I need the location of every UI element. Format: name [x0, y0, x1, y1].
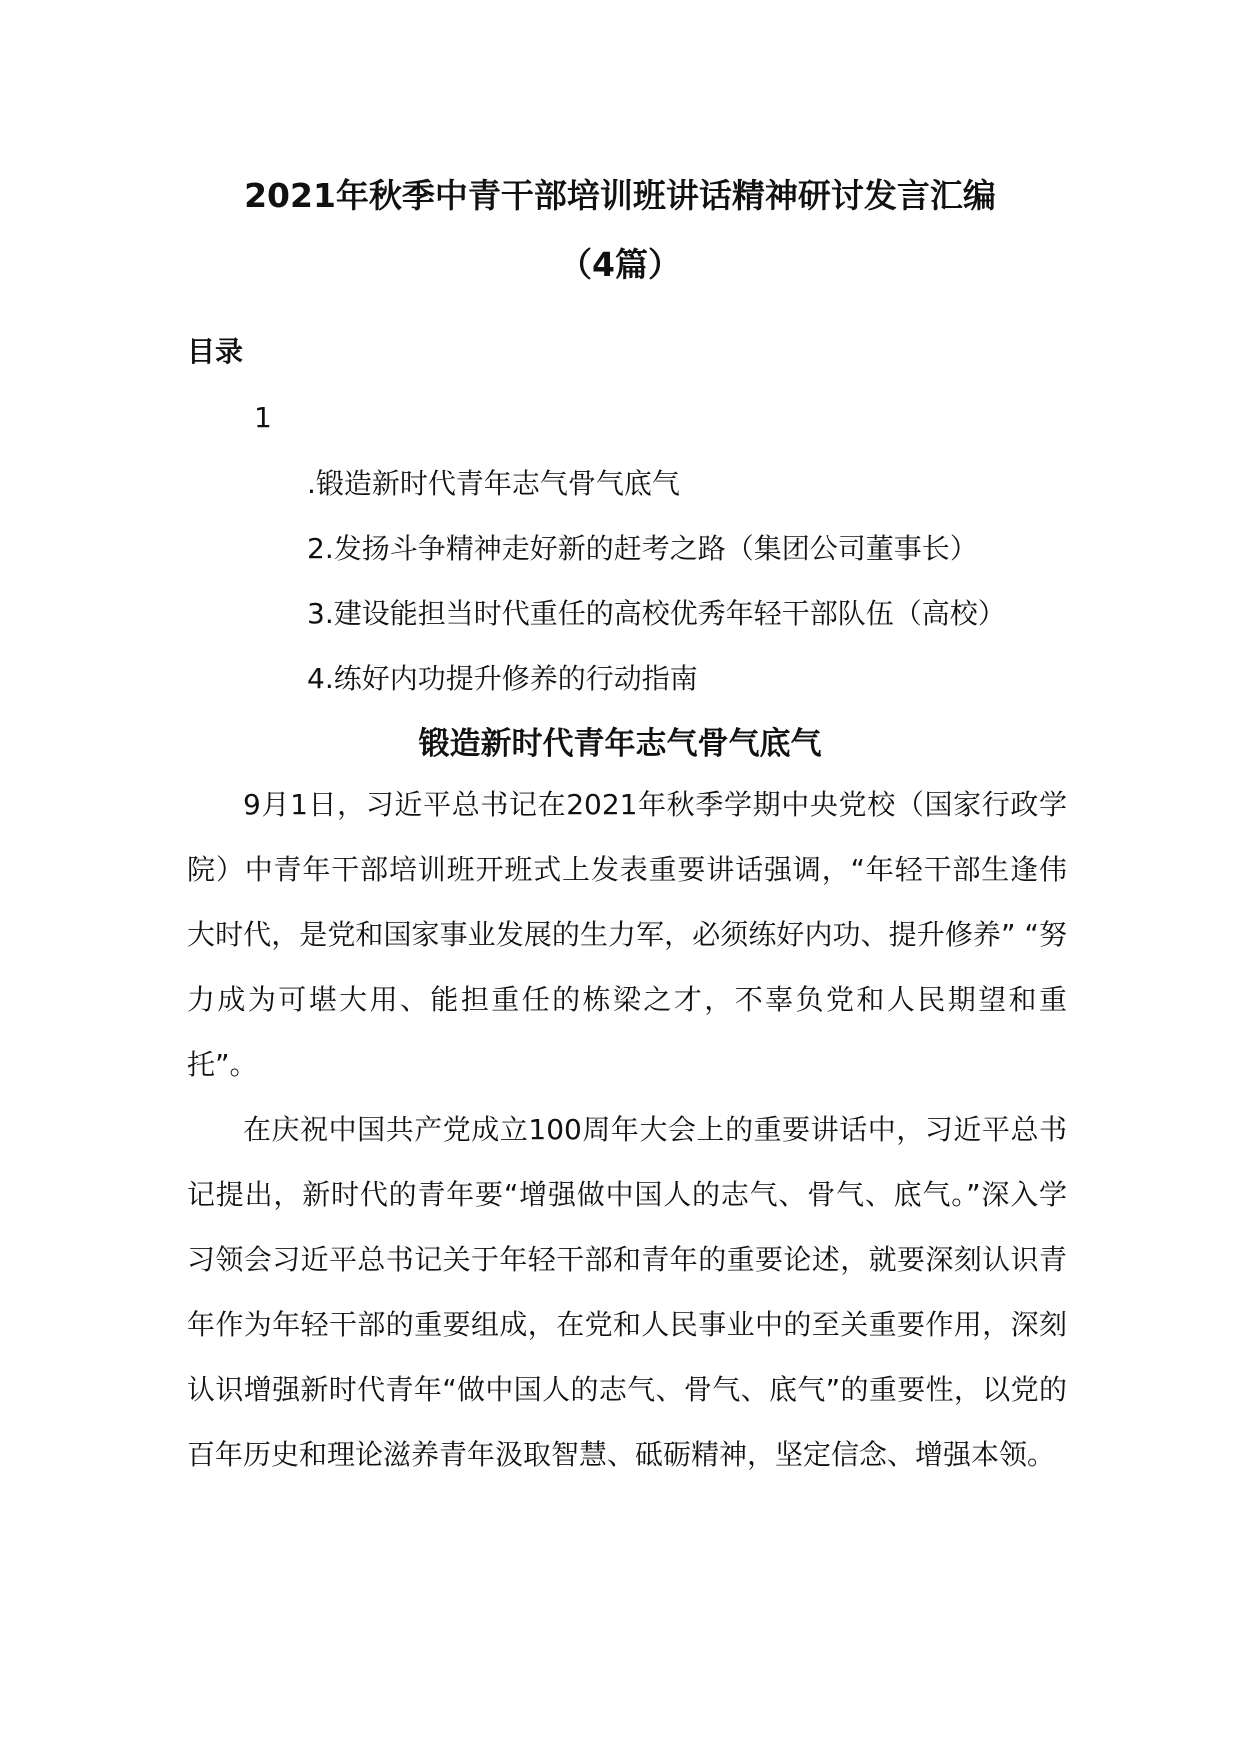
toc-heading: 目录 [187, 335, 244, 368]
body-paragraph-1: 9月1日，习近平总书记在2021年秋季学期中央党校（国家行政学院）中青年干部培训班开班式上发表重要讲话强调，“年轻干部生逢伟大时代，是党和国家事业发展的生力军，必须练好内功、提升修养” “努力成为可堪大用、能担重任的栋梁之才，不辜负党和人民期望和重托”。 [187, 788, 1067, 1081]
section-title: 锻造新时代青年志气骨气底气 [418, 726, 822, 762]
toc-item-4: 4.练好内功提升修养的行动指南 [307, 662, 698, 695]
document-title: 2021年秋季中青干部培训班讲话精神研讨发言汇编 [244, 176, 996, 215]
document-title-subtitle: （4篇） [559, 245, 681, 284]
toc-number: 1 [254, 401, 272, 434]
body-paragraph-2: 在庆祝中国共产党成立100周年大会上的重要讲话中，习近平总书记提出，新时代的青年要“增强做中国人的志气、骨气、底气。”深入学习领会习近平总书记关于年轻干部和青年的重要论述，就要深刻认识青年作为年轻干部的重要组成，在党和人民事业中的至关重要作用，深刻认识增强新时代青年“做中国人的志气、骨气、底气”的重要性，以党的百年历史和理论滋养青年汲取智慧、砥砺精神，坚定信念、增强本领。 [187, 1113, 1067, 1471]
toc-item-3: 3.建设能担当时代重任的高校优秀年轻干部队伍（高校） [307, 597, 1006, 630]
toc-item-2: 2.发扬斗争精神走好新的赶考之路（集团公司董事长） [307, 532, 978, 565]
toc-item-1: .锻造新时代青年志气骨气底气 [307, 467, 680, 500]
